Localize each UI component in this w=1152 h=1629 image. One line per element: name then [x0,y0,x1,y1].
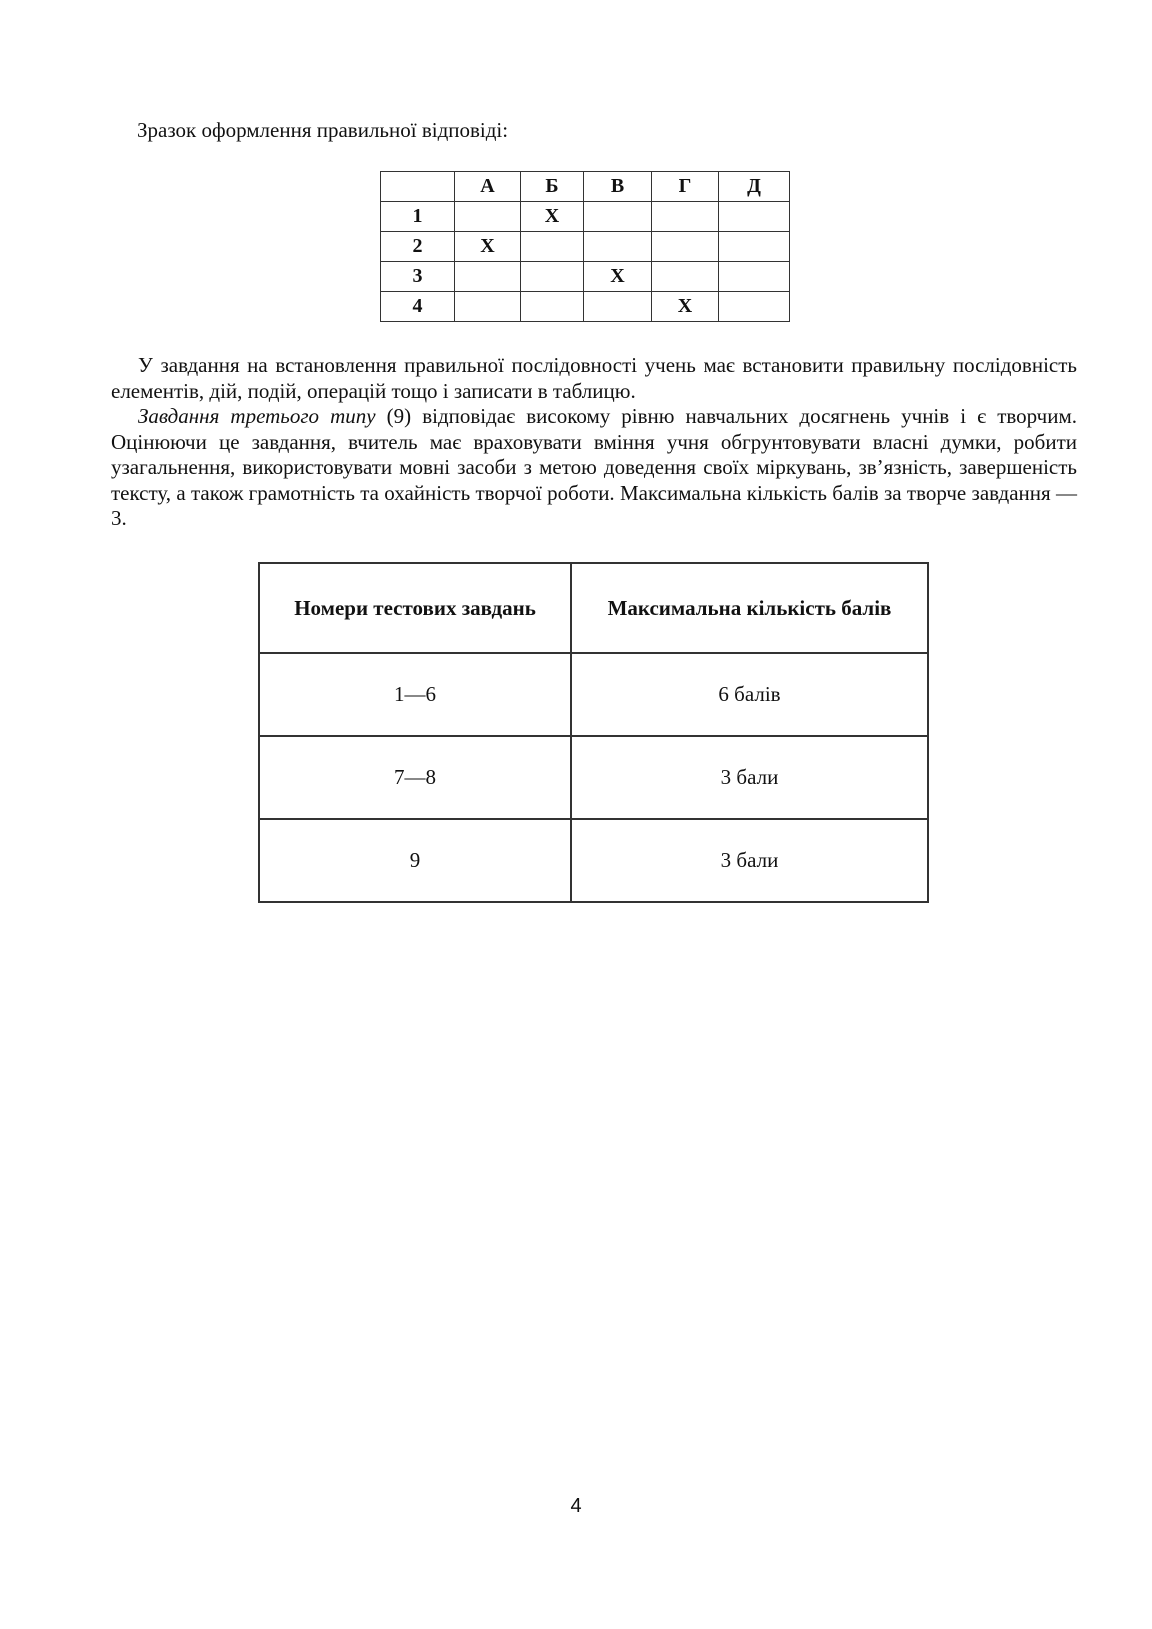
paragraph-text: (9) відповідає високому рівню навчальних досягнень учнів і є творчим. Оцінюючи це завдання, вчитель має враховувати вміння учня обгрунтовувати власні думки, робити узагальнення, використовувати мовні засоби з метою доведення своїх міркувань, зв’язність, завершеність тексту, а також грамотність та охайність творчої роботи. Максимальна кількість балів за творче завдання — 3. [111,404,1078,530]
grid-column-header: А [455,172,521,202]
task-range-cell: 7—8 [259,736,571,819]
grid-cell [719,202,790,232]
grid-cell: X [584,262,652,292]
grid-cell [455,292,521,322]
max-score-table [258,562,929,903]
grid-cell: X [521,202,584,232]
task-range-cell: 1—6 [259,653,571,736]
grid-cell [455,262,521,292]
grid-row [381,292,790,322]
grid-column-header: Д [719,172,790,202]
grid-cell [521,292,584,322]
score-table-row [259,653,928,736]
grid-row [381,202,790,232]
score-table-row [259,819,928,902]
grid-cell [584,202,652,232]
grid-cell [652,202,719,232]
grid-cell [652,232,719,262]
max-score-cell: 3 бали [571,819,928,902]
grid-cell [652,262,719,292]
score-table-header-row [259,563,928,653]
intro-text: Зразок оформлення правильної відповіді: [137,118,509,142]
grid-cell [719,232,790,262]
grid-cell [455,202,521,232]
grid-cell: X [652,292,719,322]
max-score-cell: 3 бали [571,736,928,819]
grid-cell [719,262,790,292]
grid-column-header: Г [652,172,719,202]
grid-cell [584,292,652,322]
grid-cell [521,262,584,292]
score-table-header: Номери тестових завдань [259,563,571,653]
grid-cell: X [455,232,521,262]
grid-corner-cell [381,172,455,202]
grid-row [381,232,790,262]
grid-cell [719,292,790,322]
grid-header-row [381,172,790,202]
max-score-cell: 6 балів [571,653,928,736]
paragraph-sequence-tasks: У завдання на встановлення правильної послідовності учень має встановити правильну послідовність елементів, дій, подій, операцій тощо і записати в таблицю. [111,353,1077,403]
grid-row-label: 2 [381,232,455,262]
grid-row [381,262,790,292]
grid-column-header: Б [521,172,584,202]
grid-column-header: В [584,172,652,202]
page-number: 4 [570,1495,582,1517]
grid-cell [521,232,584,262]
body-text [111,353,1077,532]
grid-row-label: 4 [381,292,455,322]
grid-row-label: 1 [381,202,455,232]
task-range-cell: 9 [259,819,571,902]
answer-sample-grid [380,171,790,322]
grid-row-label: 3 [381,262,455,292]
paragraph-creative-task [111,404,1077,532]
italic-term: Завдання третього типу [138,404,376,428]
score-table-row [259,736,928,819]
score-table-header: Максимальна кількість балів [571,563,928,653]
grid-cell [584,232,652,262]
